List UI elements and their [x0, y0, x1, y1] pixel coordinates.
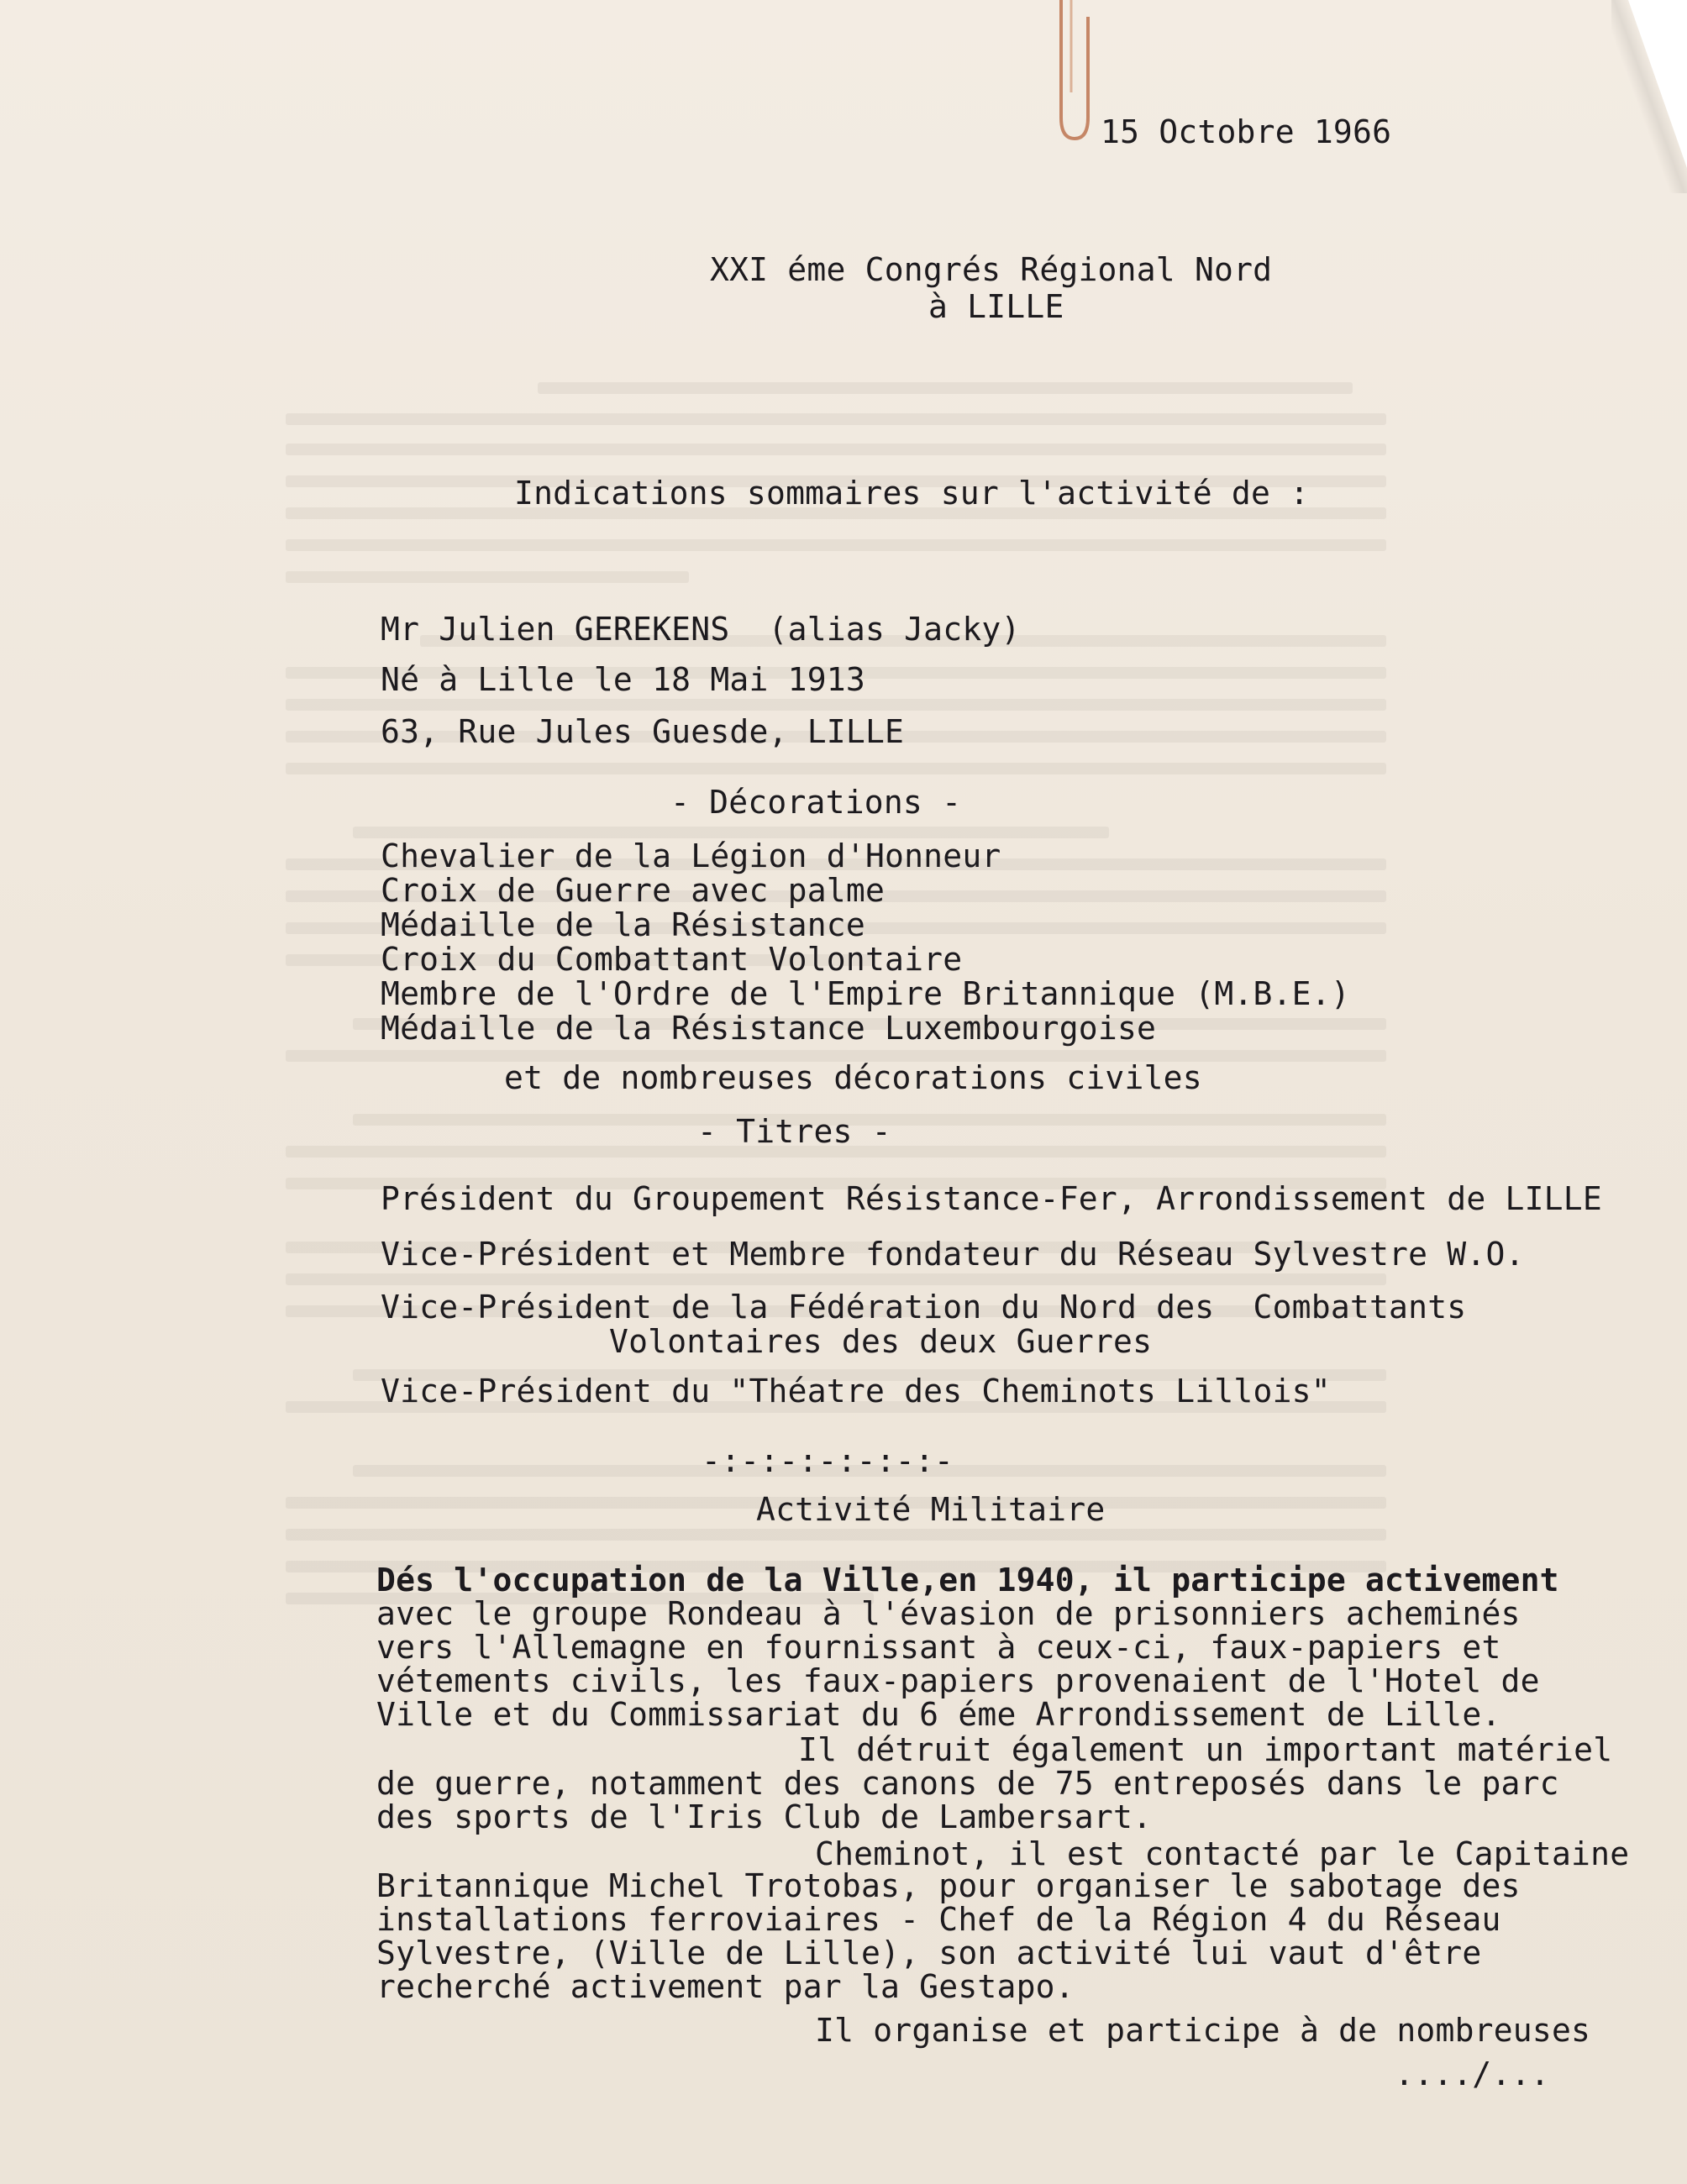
title-item: Vice-Président du "Théatre des Cheminots Lillois": [381, 1373, 1331, 1410]
congress-title: XXI éme Congrés Régional Nord: [710, 251, 1273, 288]
document-date: 15 Octobre 1966: [1101, 113, 1392, 150]
decoration-item: Croix de Guerre avec palme: [381, 872, 886, 909]
military-line: avec le groupe Rondeau à l'évasion de prisonniers acheminés: [376, 1595, 1521, 1632]
military-line: des sports de l'Iris Club de Lambersart.: [376, 1798, 1153, 1835]
paper-clip-stain-icon: [1046, 0, 1096, 151]
decoration-item: Membre de l'Ordre de l'Empire Britannique (M.B.E.): [381, 975, 1350, 1012]
decorations-footer: et de nombreuses décorations civiles: [504, 1059, 1202, 1096]
decorations-heading: - Décorations -: [670, 784, 962, 821]
decoration-item: Médaille de la Résistance: [381, 906, 865, 943]
title-item: Vice-Président de la Fédération du Nord des Combattants: [381, 1289, 1467, 1326]
decoration-item: Croix du Combattant Volontaire: [381, 941, 963, 978]
title-item: Président du Groupement Résistance-Fer, Arrondissement de LILLE: [381, 1180, 1602, 1217]
military-line: Il détruit également un important matériel: [798, 1731, 1613, 1768]
military-line: recherché activement par la Gestapo.: [376, 1968, 1075, 2005]
military-line: Cheminot, il est contacté par le Capitaine: [815, 1835, 1630, 1872]
military-line: vers l'Allemagne en fournissant à ceux-ci, faux-papiers et: [376, 1629, 1501, 1666]
intro-line: Indications sommaires sur l'activité de :: [514, 475, 1310, 512]
person-name: Mr Julien GEREKENS (alias Jacky): [381, 611, 1021, 648]
continuation-mark: ..../...: [1395, 2055, 1550, 2092]
decoration-item: Chevalier de la Légion d'Honneur: [381, 837, 1001, 874]
congress-location: à LILLE: [928, 288, 1064, 325]
military-line: Dés l'occupation de la Ville,en 1940, il participe activement: [376, 1562, 1559, 1599]
military-line: Britannique Michel Trotobas, pour organiser le sabotage des: [376, 1867, 1521, 1904]
person-birth: Né à Lille le 18 Mai 1913: [381, 661, 865, 698]
folded-corner: [1628, 0, 1687, 168]
decoration-item: Médaille de la Résistance Luxembourgoise: [381, 1010, 1157, 1047]
titles-heading: - Titres -: [697, 1113, 891, 1150]
military-line: de guerre, notamment des canons de 75 entreposés dans le parc: [376, 1765, 1559, 1802]
section-separator: -:-:-:-:-:-:-: [702, 1442, 954, 1479]
military-line: vétements civils, les faux-papiers provenaient de l'Hotel de: [376, 1662, 1540, 1699]
military-line: Ville et du Commissariat du 6 éme Arrondissement de Lille.: [376, 1696, 1501, 1733]
person-address: 63, Rue Jules Guesde, LILLE: [381, 713, 905, 750]
military-line: installations ferroviaires - Chef de la Région 4 du Réseau: [376, 1901, 1501, 1938]
title-item: Vice-Président et Membre fondateur du Réseau Sylvestre W.O.: [381, 1236, 1525, 1273]
military-line: Sylvestre, (Ville de Lille), son activité lui vaut d'être: [376, 1935, 1482, 1971]
title-item-continued: Volontaires des deux Guerres: [609, 1323, 1153, 1360]
military-line: Il organise et participe à de nombreuses: [815, 2012, 1591, 2049]
military-heading: Activité Militaire: [756, 1491, 1106, 1528]
